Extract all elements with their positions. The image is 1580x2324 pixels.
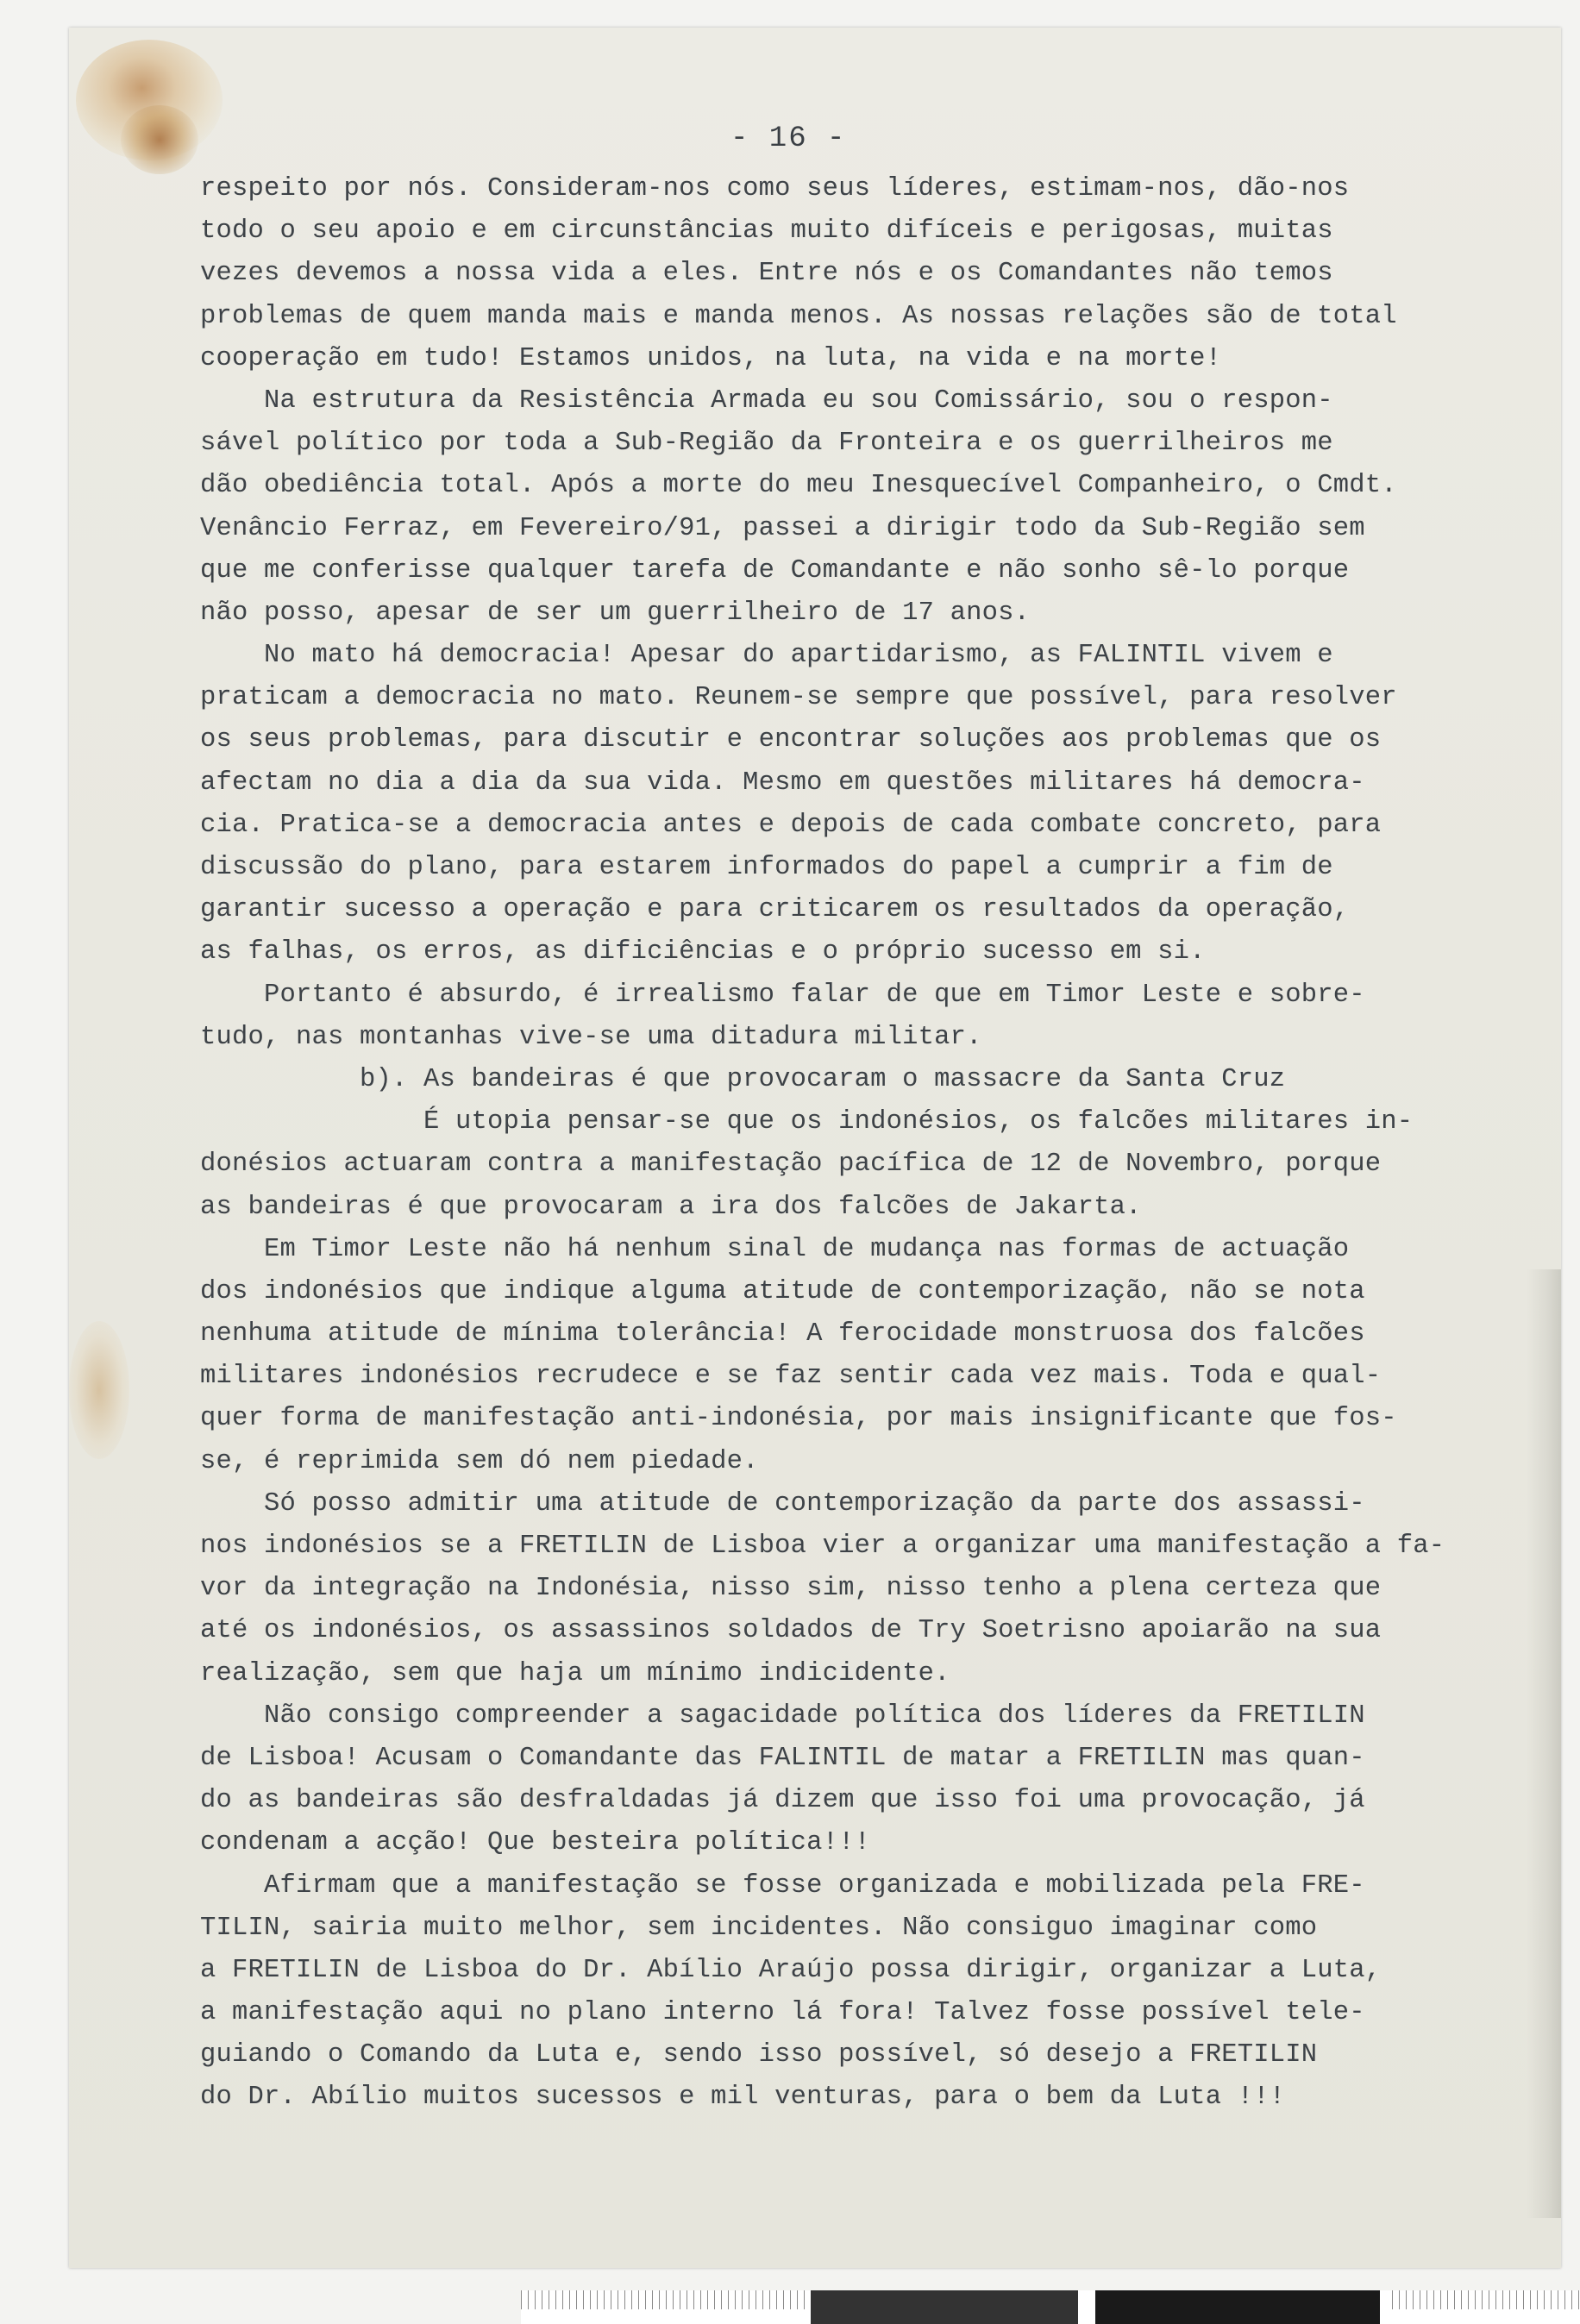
text-line: TILIN, sairia muito melhor, sem incidentes. Não consiguo imaginar como bbox=[200, 1913, 1318, 1943]
text-line: que me conferisse qualquer tarefa de Comandante e não sonho sê-lo porque bbox=[200, 555, 1350, 586]
text-line: Venâncio Ferraz, em Fevereiro/91, passei a dirigir todo da Sub-Região sem bbox=[200, 513, 1365, 543]
text-line: as falhas, os erros, as dificiências e o próprio sucesso em si. bbox=[200, 937, 1206, 968]
text-line: vor da integração na Indonésia, nisso sim, nisso tenho a plena certeza que bbox=[200, 1574, 1382, 1604]
text-line: cooperação em tudo! Estamos unidos, na luta, na vida e na morte! bbox=[200, 343, 1222, 373]
text-line: de Lisboa! Acusam o Comandante das FALINTIL de matar a FRETILIN mas quan- bbox=[200, 1743, 1365, 1773]
scan-color-calibration-strip bbox=[521, 2290, 1580, 2324]
text-line: É utopia pensar-se que os indonésios, os falcões militares in- bbox=[200, 1107, 1414, 1137]
text-line: se, é reprimida sem dó nem piedade. bbox=[200, 1446, 759, 1476]
text-line: No mato há democracia! Apesar do apartidarismo, as FALINTIL vivem e bbox=[200, 641, 1333, 671]
black-patch bbox=[1095, 2290, 1380, 2324]
text-line: vezes devemos a nossa vida a eles. Entre nós e os Comandantes não temos bbox=[200, 259, 1333, 289]
text-line: garantir sucesso a operação e para criticarem os resultados da operação, bbox=[200, 895, 1350, 925]
text-line: Portanto é absurdo, é irrealismo falar de que em Timor Leste e sobre- bbox=[200, 980, 1365, 1010]
typewritten-text bbox=[200, 168, 1494, 2120]
text-line: Não consigo compreender a sagacidade política dos líderes da FRETILIN bbox=[200, 1701, 1365, 1731]
scale-ticks bbox=[521, 2290, 806, 2309]
text-line: até os indonésios, os assassinos soldados de Try Soetrisno apoiarão na sua bbox=[200, 1616, 1382, 1646]
text-line: não posso, apesar de ser um guerrilheiro de 17 anos. bbox=[200, 598, 1031, 628]
text-line: praticam a democracia no mato. Reunem-se sempre que possível, para resolver bbox=[200, 683, 1397, 713]
text-line: do as bandeiras são desfraldadas já dizem que isso foi uma provocação, já bbox=[200, 1786, 1365, 1816]
rust-stain bbox=[121, 105, 198, 174]
text-line: do Dr. Abílio muitos sucessos e mil venturas, para o bem da Luta !!! bbox=[200, 2083, 1286, 2113]
text-line: realização, sem que haja um mínimo indicidente. bbox=[200, 1658, 950, 1688]
page-number: - 16 - bbox=[730, 122, 847, 155]
text-line: cia. Pratica-se a democracia antes e depois de cada combate concreto, para bbox=[200, 810, 1382, 840]
text-line: nos indonésios se a FRETILIN de Lisboa vier a organizar uma manifestação a fa- bbox=[200, 1532, 1445, 1561]
water-stain bbox=[69, 1321, 129, 1459]
text-line: condenam a acção! Que besteira política!!! bbox=[200, 1828, 871, 1858]
text-line: respeito por nós. Consideram-nos como seus líderes, estimam-nos, dão-nos bbox=[200, 174, 1350, 204]
text-line: Na estrutura da Resistência Armada eu sou Comissário, sou o respon- bbox=[200, 385, 1333, 416]
text-line: discussão do plano, para estarem informados do papel a cumprir a fim de bbox=[200, 853, 1333, 882]
text-line: nenhuma atitude de mínima tolerância! A ferocidade monstruosa dos falcões bbox=[200, 1319, 1365, 1350]
section-heading: b). As bandeiras é que provocaram o massacre da Santa Cruz bbox=[200, 1064, 1286, 1094]
text-line: dão obediência total. Após a morte do meu Inesquecível Companheiro, o Cmdt. bbox=[200, 471, 1397, 501]
text-line: os seus problemas, para discutir e encontrar soluções aos problemas que os bbox=[200, 725, 1382, 755]
text-line: militares indonésios recrudece e se faz sentir cada vez mais. Toda e qual- bbox=[200, 1362, 1382, 1392]
text-line: afectam no dia a dia da sua vida. Mesmo em questões militares há democra- bbox=[200, 767, 1365, 798]
text-line: Em Timor Leste não há nenhum sinal de mudança nas formas de actuação bbox=[200, 1234, 1350, 1264]
text-line: donésios actuaram contra a manifestação pacífica de 12 de Novembro, porque bbox=[200, 1149, 1382, 1180]
text-line: dos indonésios que indique alguma atitude de contemporização, não se nota bbox=[200, 1276, 1365, 1306]
scale-ticks bbox=[1392, 2290, 1580, 2309]
text-line: sável político por toda a Sub-Região da Fronteira e os guerrilheiros me bbox=[200, 429, 1333, 459]
text-line: quer forma de manifestação anti-indonésia, por mais insignificante que fos- bbox=[200, 1404, 1397, 1434]
text-line: Afirmam que a manifestação se fosse organizada e mobilizada pela FRE- bbox=[200, 1870, 1365, 1901]
page-fold-shadow bbox=[1527, 1269, 1561, 2218]
text-line: tudo, nas montanhas vive-se uma ditadura militar. bbox=[200, 1022, 982, 1052]
text-line: a FRETILIN de Lisboa do Dr. Abílio Araújo possa dirigir, organizar a Luta, bbox=[200, 1955, 1382, 1985]
gray-patch bbox=[811, 2290, 1078, 2324]
text-line: guiando o Comando da Luta e, sendo isso possível, só desejo a FRETILIN bbox=[200, 2040, 1318, 2070]
text-line: todo o seu apoio e em circunstâncias muito difíceis e perigosas, muitas bbox=[200, 216, 1333, 247]
text-line: problemas de quem manda mais e manda menos. As nossas relações são de total bbox=[200, 301, 1397, 331]
text-line: a manifestação aqui no plano interno lá fora! Talvez fosse possível tele- bbox=[200, 1998, 1365, 2028]
text-line: Só posso admitir uma atitude de contemporização da parte dos assassi- bbox=[200, 1488, 1365, 1519]
text-line: as bandeiras é que provocaram a ira dos falcões de Jakarta. bbox=[200, 1192, 1142, 1222]
